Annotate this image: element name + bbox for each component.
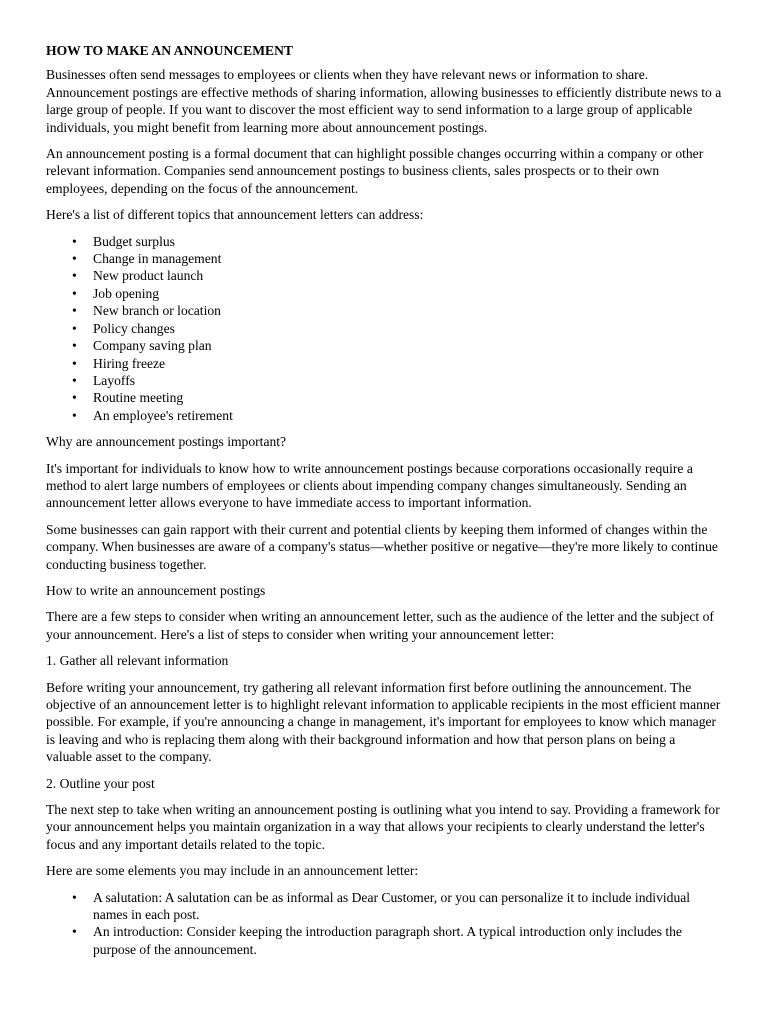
list-item — [72, 889, 724, 924]
list-item-text: Layoffs — [93, 372, 136, 388]
step-2-paragraph: The next step to take when writing an announcement posting is outlining what you intend to say. Providing a framework for your announcement helps you maintain organization in a way that allows your recipients to clearly understand the letter's focus and any important details related to the topic. — [46, 802, 720, 852]
list-item-text: Budget surplus — [93, 233, 175, 249]
bullet-icon: • — [72, 251, 77, 267]
list-item — [72, 389, 724, 406]
list-item — [72, 267, 724, 284]
bullet-icon: • — [72, 355, 77, 371]
how-heading: How to write an announcement postings — [46, 582, 266, 598]
bullet-icon: • — [72, 320, 77, 336]
bullet-icon: • — [72, 338, 77, 354]
elements-list — [46, 889, 724, 959]
list-item — [72, 250, 724, 267]
step-2-heading: 2. Outline your post — [46, 775, 155, 791]
bullet-icon: • — [72, 407, 77, 423]
list-item — [72, 320, 724, 337]
bullet-icon: • — [72, 285, 77, 301]
bullet-icon: • — [72, 372, 77, 388]
list-item — [72, 285, 724, 302]
list-item-text: Job opening — [93, 285, 160, 301]
bullet-icon: • — [72, 233, 77, 249]
page-title: HOW TO MAKE AN ANNOUNCEMENT — [46, 43, 293, 58]
list-item — [72, 233, 724, 250]
list-item-text: New branch or location — [93, 303, 221, 319]
list-item — [72, 337, 724, 354]
list-item-text: Company saving plan — [93, 338, 212, 354]
intro-paragraph: Businesses often send messages to employees or clients when they have relevant news or information to share. Announcement postings are effective methods of sharing information, allowing businesses to efficiently distribute news to a large group of people. If you want to discover the most efficient way to send information to a large group of applicable individuals, you might benefit from learning more about announcement postings. — [46, 67, 722, 135]
bullet-icon: • — [72, 390, 77, 406]
step-1-paragraph: Before writing your announcement, try gathering all relevant information first before outlining the announcement. The objective of an announcement letter is to highlight relevant information to applicable recipients in the most efficient manner possible. For example, if you're announcing a change in management, it's important for employees to know which manager is leaving and who is replacing them along with their background information and how that person plans on being a valuable asset to the company. — [46, 679, 721, 765]
list-item-text: New product launch — [93, 268, 204, 284]
definition-paragraph: An announcement posting is a formal document that can highlight possible changes occurring within a company or other relevant information. Companies send announcement postings to business clients, sales prospects or to their own employees, depending on the focus of the announcement. — [46, 146, 704, 196]
elements-intro-paragraph: Here are some elements you may include in an announcement letter: — [46, 863, 419, 879]
list-item-text: Change in management — [93, 251, 222, 267]
list-item — [72, 355, 724, 372]
bullet-icon: • — [72, 924, 77, 940]
bullet-icon: • — [72, 303, 77, 319]
list-item — [72, 407, 724, 424]
list-item-text: A salutation: A salutation can be as informal as Dear Customer, or you can personalize it to include individual names in each post. — [93, 889, 691, 923]
list-item-text: An introduction: Consider keeping the introduction paragraph short. A typical introduction only includes the purpose of the announcement. — [93, 924, 682, 957]
list-item-text: Policy changes — [93, 320, 175, 336]
why-paragraph-2: Some businesses can gain rapport with their current and potential clients by keeping them informed of changes within the company. When businesses are aware of a company's status—whether positive or negative—they're more likely to continue conducting business together. — [46, 521, 718, 572]
list-item-text: Routine meeting — [93, 390, 184, 406]
step-1-heading: 1. Gather all relevant information — [46, 653, 229, 669]
topics-list — [46, 233, 724, 424]
why-heading: Why are announcement postings important? — [46, 434, 287, 450]
topics-intro-paragraph: Here's a list of different topics that announcement letters can address: — [46, 207, 424, 223]
why-paragraph-1: It's important for individuals to know how to write announcement postings because corporations occasionally require a method to alert large numbers of employees or clients about impending company changes simultaneously. Sending an announcement letter allows everyone to have immediate access to important information. — [46, 460, 693, 511]
list-item — [72, 372, 724, 389]
list-item-text: An employee's retirement — [93, 407, 233, 423]
list-item-text: Hiring freeze — [93, 355, 166, 371]
bullet-icon: • — [72, 268, 77, 284]
bullet-icon: • — [72, 889, 77, 905]
list-item — [72, 302, 724, 319]
how-paragraph: There are a few steps to consider when writing an announcement letter, such as the audience of the letter and the subject of your announcement. Here's a list of steps to consider when writing your announcement letter: — [46, 609, 714, 642]
list-item — [72, 923, 724, 958]
